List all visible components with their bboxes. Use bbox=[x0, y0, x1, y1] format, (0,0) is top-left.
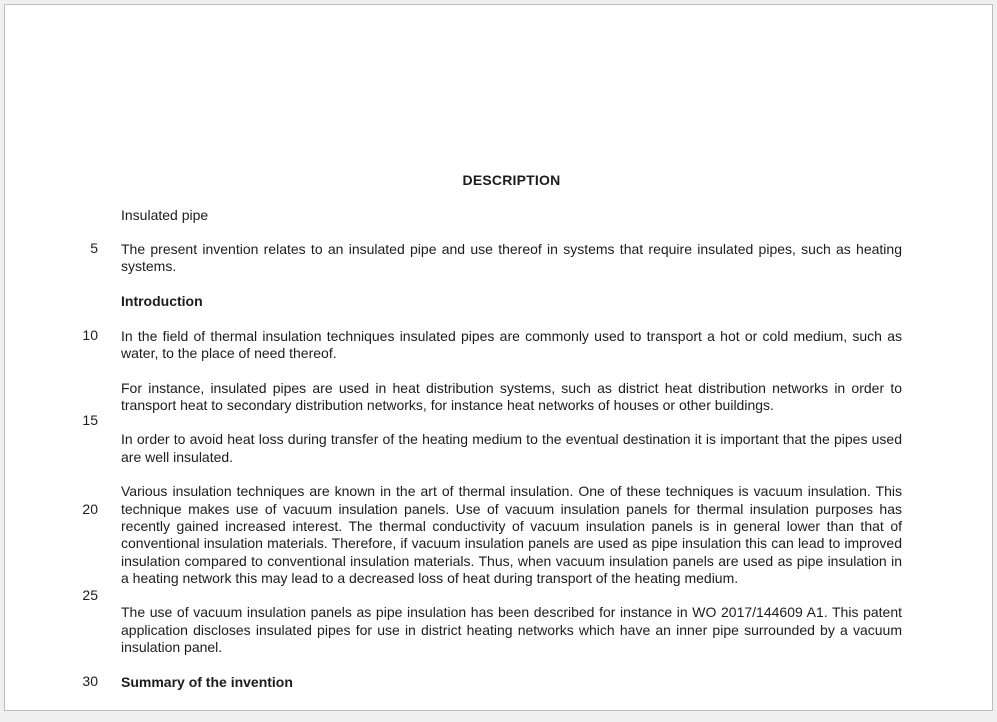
paragraph-prior-art: The use of vacuum insulation panels as pipe insulation has been described for instance in WO 2017/144609 A1. This patent application discloses insulated pipes for use in district heating networks which have an inner pipe surrounded by a vacuum insulation panel. bbox=[121, 604, 902, 656]
document-page bbox=[4, 4, 993, 711]
paragraph-heat-loss: In order to avoid heat loss during transfer of the heating medium to the eventual destination it is important that the pipes used are well insulated. bbox=[121, 431, 902, 465]
line-number-5: 5 bbox=[90, 240, 98, 256]
paragraph-thermal-insulation: In the field of thermal insulation techniques insulated pipes are commonly used to transport a hot or cold medium, such as water, to the place of need thereof. bbox=[121, 327, 902, 361]
paragraph-vacuum-insulation: Various insulation techniques are known in the art of thermal insulation. One of these techniques is vacuum insulation. This technique makes use of vacuum insulation panels. Use of vacuum insulation panels for thermal insulation purposes has recently gained increased interest. The thermal conductivity of vacuum insulation panels is in general lower than that of conventional insulation materials. Therefore, if vacuum insulation panels are used as pipe insulation this can lead to improved insulation compared to conventional insulation materials. Thus, when vacuum insulation panels are used as pipe insulation in a heating network this may lead to a decreased loss of heat during transport of the heating medium. bbox=[121, 483, 902, 586]
invention-title-line: Insulated pipe bbox=[121, 206, 209, 223]
section-heading-introduction: Introduction bbox=[121, 293, 203, 310]
paragraph-field-of-invention: The present invention relates to an insulated pipe and use thereof in systems that require insulated pipes, such as heating systems. bbox=[121, 241, 902, 275]
line-number-20: 20 bbox=[82, 501, 98, 517]
page-content bbox=[121, 5, 902, 708]
line-number-25: 25 bbox=[82, 587, 98, 603]
line-number-30: 30 bbox=[82, 673, 98, 689]
document-title: DESCRIPTION bbox=[462, 172, 561, 188]
line-number-15: 15 bbox=[82, 412, 98, 428]
line-number-gutter bbox=[5, 5, 98, 710]
line-number-10: 10 bbox=[82, 327, 98, 343]
section-heading-summary: Summary of the invention bbox=[121, 673, 293, 690]
paragraph-heat-distribution: For instance, insulated pipes are used in heat distribution systems, such as district heat distribution networks in order to transport heat to secondary distribution networks, for instance heat networks of houses or other buildings. bbox=[121, 379, 902, 413]
